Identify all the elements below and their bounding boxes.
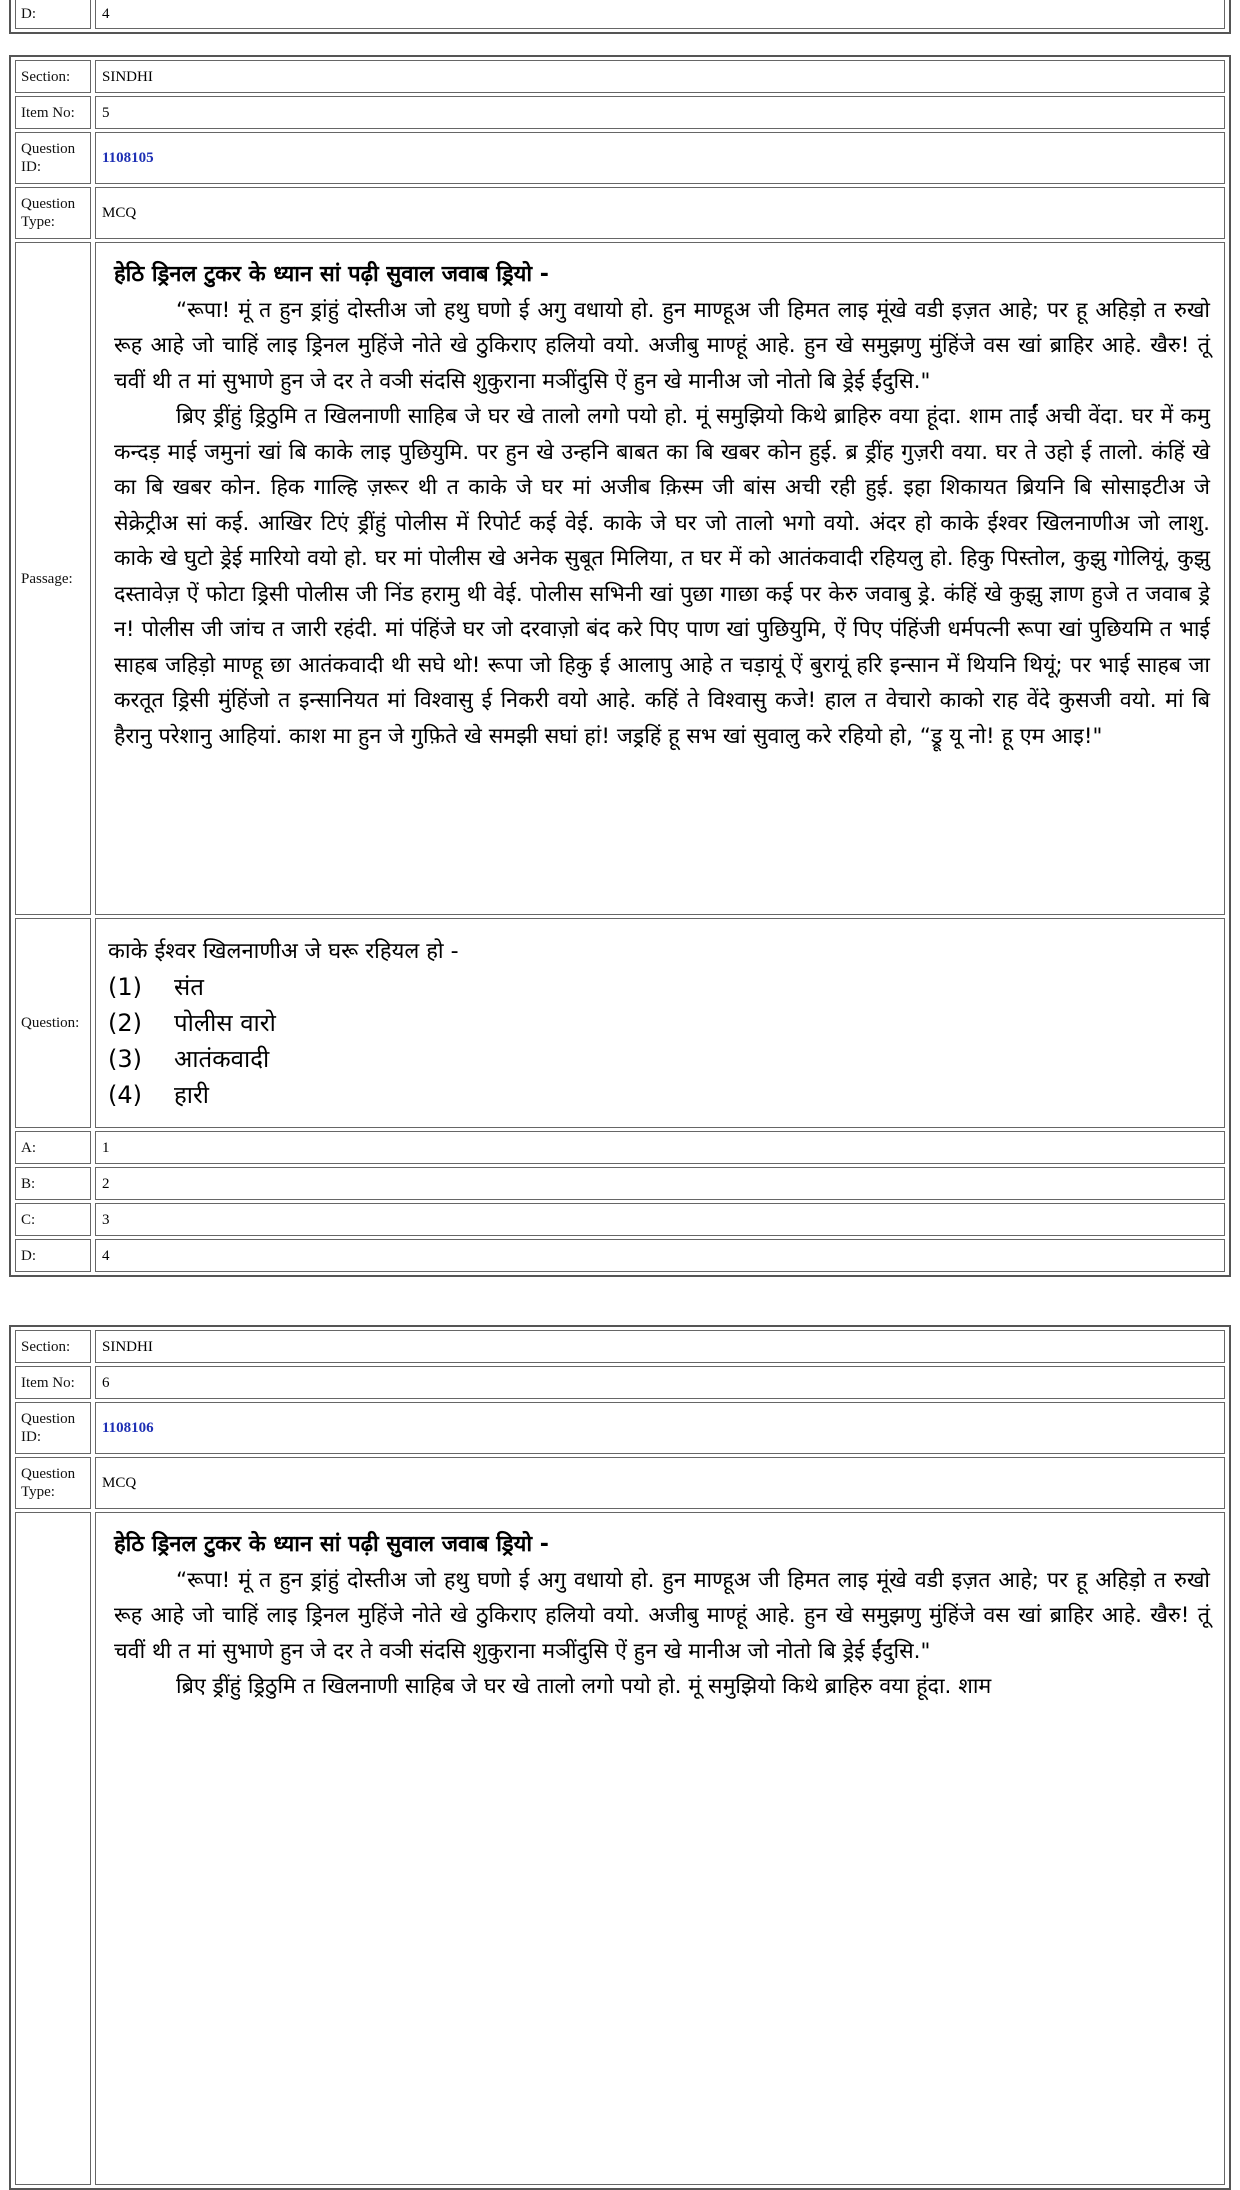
item-no-row: [15, 1366, 1225, 1399]
question-row: [15, 918, 1225, 1128]
option-number: (1): [108, 973, 142, 1001]
option-d-label: D:: [15, 0, 91, 29]
question-content: [95, 918, 1225, 1128]
item-no-row: [15, 96, 1225, 129]
question-block-4-tail: [9, 0, 1231, 34]
answer-d-label: D:: [15, 1239, 91, 1272]
option-number: (4): [108, 1081, 142, 1109]
question-type-value: MCQ: [95, 1457, 1225, 1509]
item-no-value: 6: [95, 1366, 1225, 1399]
question-block-6: [9, 1325, 1231, 2190]
option-text: आतंकवादी: [174, 1045, 270, 1073]
option-number: (2): [108, 1009, 142, 1037]
passage-row: [15, 1512, 1225, 2185]
answer-a-value: 1: [95, 1131, 1225, 1164]
question-text: काके ईश्वर खिलनाणीअ जे घरू रहियल हो -: [108, 939, 459, 964]
question-type-row: [15, 1457, 1225, 1509]
answer-a-label: A:: [15, 1131, 91, 1164]
answer-b-label: B:: [15, 1167, 91, 1200]
answer-c-row: [15, 1203, 1225, 1236]
question-block-5: [9, 55, 1231, 1277]
question-id-row: [15, 1402, 1225, 1454]
passage-paragraph: “रूपा! मूं त हुन ड्रांहुं दोस्तीअ जो हथु घणो ई अगु वधायो हो. हुन माण्हूअ जी हिमत लाइ मूंखे वडी इज़त आहे; पर हू अहिड़ो त रुखो रूह आहे जो चाहिं लाइ ड्रिनल मुहिंजे नोते खे ठुकिराए हलियो वयो. अजीबु माण्हूं आहे. हुन खे समुझणु मुंहिंजे वस खां ब्राहिर आहे. खैरु! तूं चवीं थी त मां सुभाणे हुन जे दर ते वञी संदसि शुकुराना मञींदुसि ऐं हुन खे मानीअ जो नोतो बि ड्रेई ईंदुसि.": [114, 1567, 1210, 1664]
passage-text: [95, 242, 1225, 915]
question-id-value: 1108105: [95, 132, 1225, 184]
section-row: [15, 1330, 1225, 1363]
question-label: Question:: [15, 918, 91, 1128]
question-type-value: MCQ: [95, 187, 1225, 239]
answer-a-row: [15, 1131, 1225, 1164]
option-item: [108, 969, 1214, 1005]
passage-label: Passage:: [15, 242, 91, 915]
passage-paragraph: ब्रिए ड्रींहुं ड्रिठुमि त खिलनाणी साहिब जे घर खे तालो लगो पयो हो. मूं समुझियो किथे ब्राहिरु वया हूंदा. शाम ताईं अची वेंदा. घर में कमु कन्दड़ माई जमुनां खां बि काके लाइ पुछियुमि. पर हुन खे उन्हनि बाबत का बि खबर कोन हुई. ब्र ड्रींह गुज़री वया. घर ते उहो ई तालो. कंहिं खे का बि खबर कोन. हिक गाल्हि ज़रूर थी त काके जे घर मां अजीब क़िस्म जी बांस अची रही हुई. इहा शिकायत ब्रियनि बि सोसाइटीअ जे सेक्रेट्रीअ सां कई. आखिर टिएं ड्रींहुं पोलीस में रिपोर्ट कई वेई. काके जे घर जो तालो भगो वयो. अंदर हो काके ईश्वर खिलनाणीअ जो लाशु. काके खे घुटो ड्रेई मारियो वयो हो. घर मां पोलीस खे अनेक सुबूत मिलिया, त घर में को आतंकवादी रहियलु हो. हिकु पिस्तोल, कुझु गोलियूं, कुझु दस्तावेज़ ऐं फोटा ड्रिसी पोलीस जी निंड हरामु थी वेई. पोलीस सभिनी खां पुछा गाछा कई पर केरु जवाबु ड्रे. कंहिं खे कुझु ज्ञाण हुजे त जवाब ड्रे न! पोलीस जी जांच त जारी रहंदी. मां पंहिंजे घर जो दरवाज़ो बंद करे पिए पाण खां पुछियुमि, ऐं पिए पंहिंजी धर्मपत्नी रूपा खां पुछियमि त भाई साहब जहिड़ो माण्हू छा आतंकवादी थी सघे थो! रूपा जो हिकु ई आलापु आहे त चड़ायूं ऐं बुरायूं हरि इन्सान में थियनि थियूं; पर भाई साहब जा करतूत ड्रिसी मुंहिंजो त इन्सानियत मां विश्वासु ई निकरी वयो आहे. कहिं ते विश्वासु कजे! हाल त वेचारो काको राह वेंदे कुसजी वयो. मां बि हैरानु परेशानु आहियां. काश मा हुन जे गुफ़िते खे समझी सघां हां! जड्रहिं हू सभ खां सुवालु करे रहियो हो, “ड्रू यू नो! हू एम आइ!": [114, 404, 1210, 749]
passage-label: [15, 1512, 91, 2185]
option-item: [108, 1005, 1214, 1041]
answer-c-value: 3: [95, 1203, 1225, 1236]
question-type-row: [15, 187, 1225, 239]
passage-paragraph: “रूपा! मूं त हुन ड्रांहुं दोस्तीअ जो हथु घणो ई अगु वधायो हो. हुन माण्हूअ जी हिमत लाइ मूंखे वडी इज़त आहे; पर हू अहिड़ो त रुखो रूह आहे जो चाहिं लाइ ड्रिनल मुहिंजे नोते खे ठुकिराए हलियो वयो. अजीबु माण्हूं आहे. हुन खे समुझणु मुंहिंजे वस खां ब्राहिर आहे. खैरु! तूं चवीं थी त मां सुभाणे हुन जे दर ते वञी संदसि शुकुराना मञींदुसि ऐं हुन खे मानीअ जो नोतो बि ड्रेई ईंदुसि.": [114, 297, 1210, 394]
passage-title: हेठि ड्रिनल टुकर के ध्यान सां पढ़ी सुवाल जवाब ड्रियो -: [114, 1532, 549, 1557]
section-value: SINDHI: [95, 60, 1225, 93]
answer-c-label: C:: [15, 1203, 91, 1236]
question-id-value: 1108106: [95, 1402, 1225, 1454]
question-type-label: Question Type:: [15, 187, 91, 239]
section-value: SINDHI: [95, 1330, 1225, 1363]
option-text: संत: [174, 973, 204, 1001]
question-id-label: Question ID:: [15, 1402, 91, 1454]
option-item: [108, 1041, 1214, 1077]
item-no-label: Item No:: [15, 96, 91, 129]
option-d-row: [15, 0, 1225, 29]
option-item: [108, 1077, 1214, 1113]
passage-row: [15, 242, 1225, 915]
section-row: [15, 60, 1225, 93]
answer-b-value: 2: [95, 1167, 1225, 1200]
section-label: Section:: [15, 60, 91, 93]
item-no-value: 5: [95, 96, 1225, 129]
passage-text: [95, 1512, 1225, 2185]
section-label: Section:: [15, 1330, 91, 1363]
passage-paragraph: ब्रिए ड्रींहुं ड्रिठुमि त खिलनाणी साहिब जे घर खे तालो लगो पयो हो. मूं समुझियो किथे ब्राहिरु वया हूंदा. शाम: [176, 1674, 992, 1699]
item-no-label: Item No:: [15, 1366, 91, 1399]
option-d-value: 4: [95, 0, 1225, 29]
option-number: (3): [108, 1045, 142, 1073]
answer-b-row: [15, 1167, 1225, 1200]
passage-title: हेठि ड्रिनल टुकर के ध्यान सां पढ़ी सुवाल जवाब ड्रियो -: [114, 262, 549, 287]
question-id-label: Question ID:: [15, 132, 91, 184]
question-type-label: Question Type:: [15, 1457, 91, 1509]
option-text: हारी: [174, 1081, 209, 1109]
option-text: पोलीस वारो: [174, 1009, 276, 1037]
question-id-row: [15, 132, 1225, 184]
answer-d-value: 4: [95, 1239, 1225, 1272]
answer-d-row: [15, 1239, 1225, 1272]
